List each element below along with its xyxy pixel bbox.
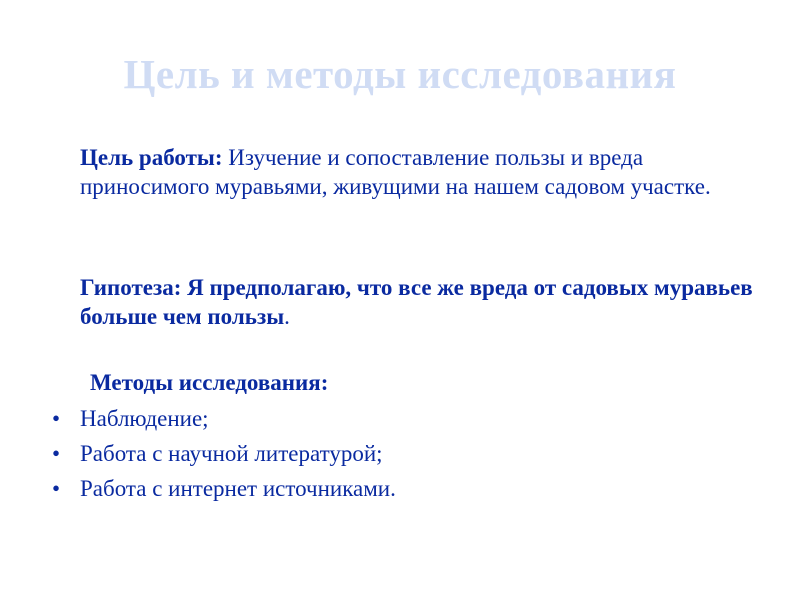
goal-paragraph <box>80 143 760 201</box>
methods-list-item <box>52 404 396 439</box>
methods-heading: Методы исследования: <box>90 370 329 395</box>
methods-item-label: Наблюдение; <box>80 406 209 431</box>
methods-item-label: Работа с научной литературой; <box>80 441 383 466</box>
hypothesis-period: . <box>284 304 290 329</box>
goal-text: Изучение и сопоставление пользы и вреда приносимого муравьями, живущими на нашем садовом участке. <box>80 145 711 199</box>
methods-list <box>52 404 396 509</box>
bullet-icon: • <box>52 476 61 501</box>
hypothesis-text: Гипотеза: Я предполагаю, что все же вреда от садовых муравьев больше чем пользы <box>80 275 753 329</box>
goal-label: Цель работы: <box>80 145 223 170</box>
slide-title: Цель и методы исследования <box>123 51 677 97</box>
bullet-icon: • <box>52 406 61 431</box>
methods-list-item <box>52 439 396 474</box>
methods-list-item <box>52 474 396 509</box>
hypothesis-paragraph <box>80 273 760 331</box>
methods-item-label: Работа с интернет источниками. <box>80 476 396 501</box>
bullet-icon: • <box>52 441 61 466</box>
